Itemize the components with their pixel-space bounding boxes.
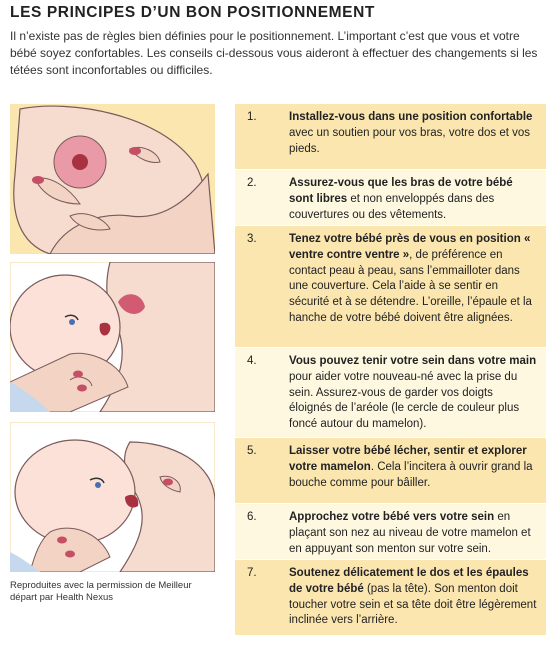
step-detail: en plaçant son nez au niveau de votre mamelon et en appuyant son menton sur votre sein.	[289, 511, 531, 555]
step-text	[289, 176, 538, 223]
step-text	[289, 110, 538, 157]
step-item-1	[235, 104, 546, 170]
step-detail: . Cela l’incitera à ouvrir grand la bouche comme pour bâiller.	[289, 460, 533, 489]
step-text	[289, 354, 538, 433]
step-number: 4.	[247, 355, 257, 367]
step-emphasis: Laisser votre bébé lécher, sentir et explorer votre mamelon	[289, 445, 527, 473]
step-item-7	[235, 560, 546, 636]
step-number: 7.	[247, 567, 257, 579]
steps-list	[235, 104, 546, 636]
page-title: LES PRINCIPES D’UN BON POSITIONNEMENT	[10, 4, 375, 21]
step-text	[289, 444, 538, 491]
step-detail: (pas la tête). Son menton doit toucher votre sein et sa tête doit être légèrement inclinée vers l’arrière.	[289, 582, 537, 627]
step-number: 3.	[247, 233, 257, 245]
step-number: 1.	[247, 111, 257, 123]
step-number: 2.	[247, 177, 257, 189]
step-emphasis: Approchez votre bébé vers votre sein	[289, 511, 495, 523]
step-emphasis: Installez-vous dans une position confortable	[289, 111, 533, 123]
intro-paragraph: Il n’existe pas de règles bien définies pour le positionnement. L’important c’est que vous et votre bébé soyez confortables. Les conseils ci-dessous vous aideront à effectuer des changements si les tétées sont inconfortables ou difficiles.	[10, 29, 538, 77]
image-credit: Reproduites avec la permission de Meilleur départ par Health Nexus	[10, 580, 192, 603]
step-item-4	[235, 348, 546, 438]
step-detail: et non enveloppés dans des couvertures ou des vêtements.	[289, 192, 495, 221]
baby-latch-illustration-2	[10, 422, 215, 572]
step-emphasis: Vous pouvez tenir votre sein dans votre main	[289, 355, 537, 367]
step-emphasis: Tenez votre bébé près de vous en position « ventre contre ventre »	[289, 233, 531, 261]
step-text	[289, 510, 538, 557]
step-item-2	[235, 170, 546, 226]
step-emphasis: Assurez-vous que les bras de votre bébé sont libres	[289, 177, 513, 205]
step-number: 6.	[247, 511, 257, 523]
step-detail: avec un soutien pour vos bras, votre dos et vos pieds.	[289, 126, 530, 155]
step-number: 5.	[247, 445, 257, 457]
step-detail: pour aider votre nouveau-né avec la prise du sein. Assurez-vous de garder vos doigts éloignés de l’aréole (le cercle de couleur plus foncé autour du mamelon).	[289, 370, 520, 431]
step-item-5	[235, 438, 546, 504]
step-detail: , de préférence en contact peau à peau, sans l’emmailloter dans une couverture. Cela l’aide à se sentir en sécurité et à se détendre. L’oreille, l’épaule et la hanche de votre bébé doivent être alignées.	[289, 248, 532, 324]
step-item-3	[235, 226, 546, 348]
step-item-6	[235, 504, 546, 560]
step-text	[289, 232, 538, 327]
breast-hold-illustration	[10, 104, 215, 254]
step-text	[289, 566, 538, 629]
step-emphasis: Soutenez délicatement le dos et les épaules de votre bébé	[289, 567, 529, 595]
baby-latch-illustration-1	[10, 262, 215, 412]
